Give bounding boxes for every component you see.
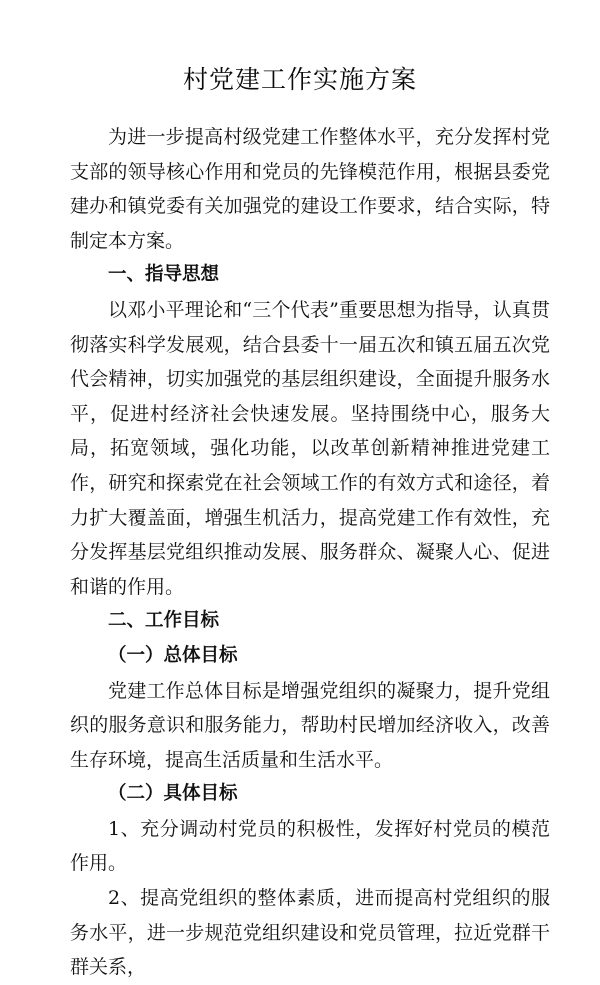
guiding-ideology-paragraph: 以邓小平理论和“三个代表”重要思想为指导，认真贯彻落实科学发展观，结合县委十一届五次和镇五届五次党代会精神，切实加强党的基层组织建设，全面提升服务水平，促进村经济社会快速发展。坚持围绕中心，服务大局，拓宽领域，强化功能，以改革创新精神推进党建工作，研究和探索党在社会领域工作的有效方式和途径，着力扩大覆盖面，增强生机活力，提高党建工作有效性，充分发挥基层党组织推动发展、服务群众、凝聚人心、促进和谐的作用。 bbox=[70, 298, 550, 598]
intro-paragraph: 为进一步提高村级党建工作整体水平，充分发挥村党支部的领导核心作用和党员的先锋模范作用，根据县委党建办和镇党委有关加强党的建设工作要求，结合实际，特制定本方案。 bbox=[70, 126, 550, 252]
document-body bbox=[70, 120, 550, 985]
specific-goal-item-1: 1、充分调动村党员的积极性，发挥好村党员的模范作用。 bbox=[70, 817, 550, 875]
subheading-specific-goals: （二）具体目标 bbox=[108, 783, 238, 805]
section-heading-guiding-ideology: 一、指导思想 bbox=[108, 264, 220, 286]
subheading-overall-goal: （一）总体目标 bbox=[108, 644, 238, 666]
document-title: 村党建工作实施方案 bbox=[182, 65, 417, 94]
section-heading-work-goals: 二、工作目标 bbox=[108, 610, 220, 632]
specific-goal-item-2: 2、提高党组织的整体素质，进而提高村党组织的服务水平，进一步规范党组织建设和党员管理，拉近党群干群关系， bbox=[70, 887, 550, 979]
overall-goal-paragraph: 党建工作总体目标是增强党组织的凝聚力，提升党组织的服务意识和服务能力，帮助村民增加经济收入，改善生存环境，提高生活质量和生活水平。 bbox=[70, 679, 550, 771]
